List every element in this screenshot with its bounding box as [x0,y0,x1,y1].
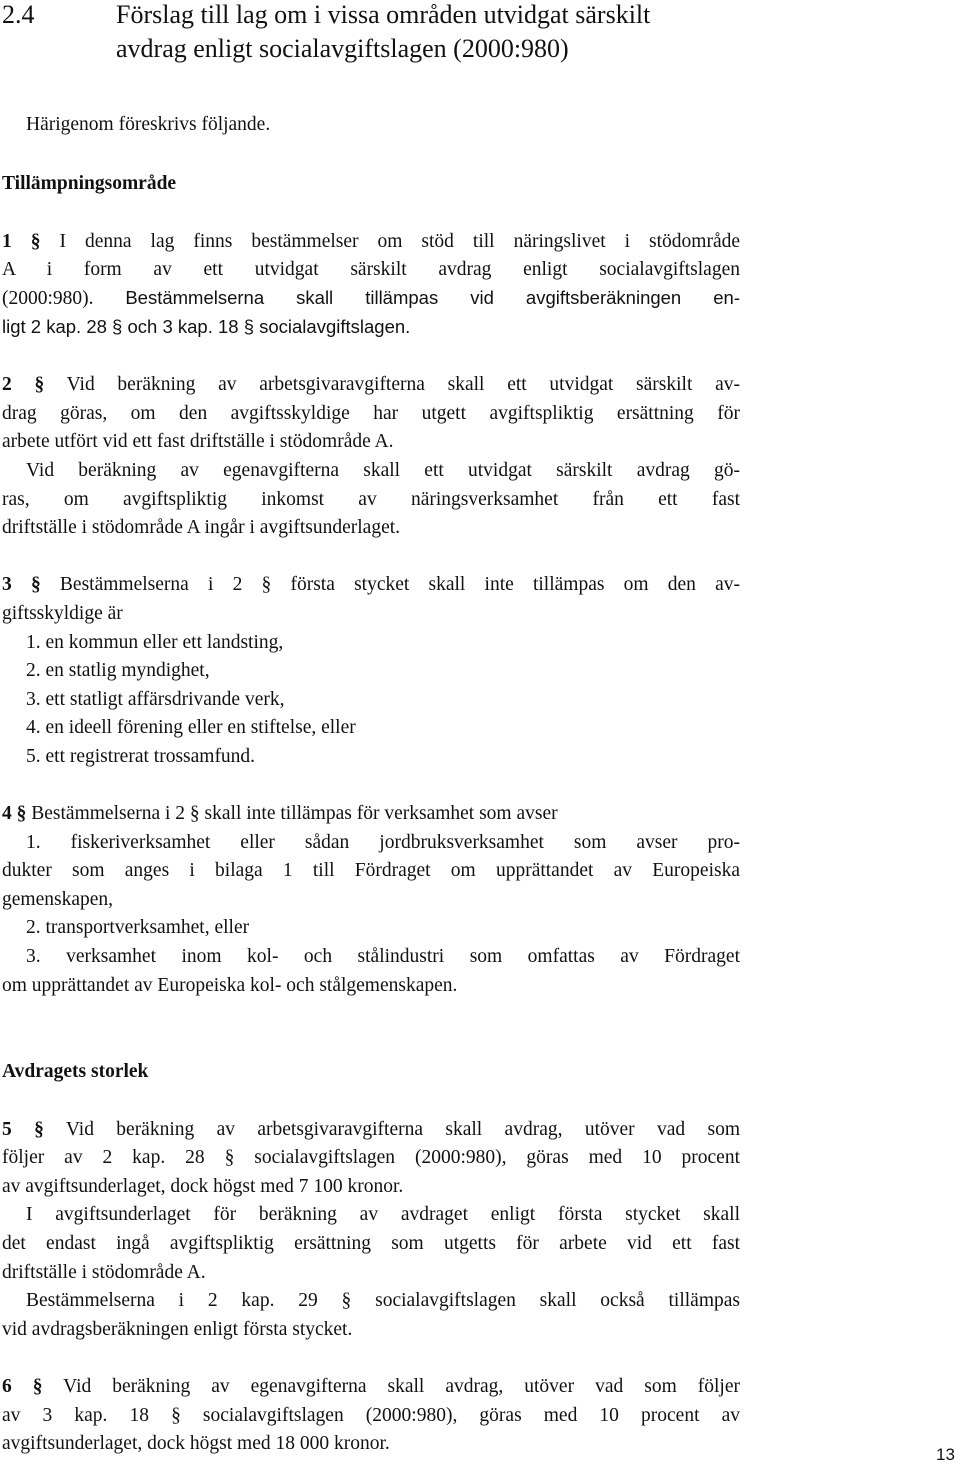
paragraph-2-line: arbete utfört vid ett fast driftställe i stödområde A. [2,431,394,452]
list-item: 2. transportverksamhet, eller [26,917,250,938]
paragraph-mark: 5 § [2,1119,44,1140]
paragraph-5-line: Bestämmelserna i 2 kap. 29 § socialavgiftslagen skall också tillämpas [26,1290,740,1311]
section-title-line2: avdrag enligt socialavgiftslagen (2000:980) [116,34,569,63]
section-number: 2.4 [2,0,35,29]
paragraph-1-line: (2000:980). Bestämmelserna skall tillämpas vid avgiftsberäkningen en- [2,287,741,309]
list-item: 4. en ideell förening eller en stiftelse, eller [26,717,356,738]
heading-tillampningsomrade: Tillämpningsområde [2,173,177,194]
paragraph-2-line: driftställe i stödområde A ingår i avgiftsunderlaget. [2,517,401,538]
paragraph-1-line: A i form av ett utvidgat särskilt avdrag enligt socialavgiftslagen [2,259,740,280]
list-item: 3. ett statligt affärsdrivande verk, [26,689,285,710]
paragraph-5-line: I avgiftsunderlaget för beräkning av avdraget enligt första stycket skall [26,1204,740,1225]
paragraph-6-line: avgiftsunderlaget, dock högst med 18 000 kronor. [2,1433,390,1454]
intro-text: Härigenom föreskrivs följande. [26,114,271,135]
paragraph-3-line: 3 § Bestämmelserna i 2 § första stycket skall inte tillämpas om den av- [2,574,741,595]
paragraph-5-line: av avgiftsunderlaget, dock högst med 7 100 kronor. [2,1176,404,1197]
paragraph-mark: 2 § [2,374,45,395]
list-item: 1. en kommun eller ett landsting, [26,632,284,653]
paragraph-2-line: ras, om avgiftspliktig inkomst av näringsverksamhet från ett fast [2,489,740,510]
paragraph-mark: 6 § [2,1376,43,1397]
paragraph-mark: 3 § [2,574,41,595]
heading-avdragets-storlek: Avdragets storlek [2,1061,149,1082]
paragraph-6-line: av 3 kap. 18 § socialavgiftslagen (2000:980), göras med 10 procent av [2,1405,740,1426]
section-title-line1: Förslag till lag om i vissa områden utvidgat särskilt [116,0,651,29]
list-item: 5. ett registrerat trossamfund. [26,746,256,767]
paragraph-1-line: 1 § I denna lag finns bestämmelser om stöd till näringslivet i stödområde [2,231,741,252]
paragraph-2-line: Vid beräkning av egenavgifterna skall ett utvidgat särskilt avdrag gö- [26,460,740,481]
paragraph-5-line: driftställe i stödområde A. [2,1262,206,1283]
list-item: gemenskapen, [2,889,114,910]
paragraph-3-line: giftsskyldige är [2,603,123,624]
paragraph-4-line: 4 § Bestämmelserna i 2 § skall inte tillämpas för verksamhet som avser [2,803,558,824]
paragraph-2-line: 2 § Vid beräkning av arbetsgivaravgifterna skall ett utvidgat särskilt av- [2,374,740,395]
paragraph-1-line: ligt 2 kap. 28 § och 3 kap. 18 § socialavgiftslagen. [2,316,411,337]
paragraph-mark: 4 § [2,803,27,824]
list-item: om upprättandet av Europeiska kol- och stålgemenskapen. [2,975,458,996]
list-item: 3. verksamhet inom kol- och stålindustri som omfattas av Fördraget [26,946,740,967]
list-item: 1. fiskeriverksamhet eller sådan jordbruksverksamhet som avser pro- [26,832,740,853]
paragraph-mark: 1 § [2,231,41,252]
list-item: 2. en statlig myndighet, [26,660,210,681]
paragraph-5-line: följer av 2 kap. 28 § socialavgiftslagen (2000:980), göras med 10 procent [2,1147,740,1168]
page-number: 13 [936,1445,955,1464]
paragraph-5-line: vid avdragsberäkningen enligt första stycket. [2,1319,353,1340]
paragraph-6-line: 6 § Vid beräkning av egenavgifterna skall avdrag, utöver vad som följer [2,1376,740,1397]
paragraph-5-line: det endast ingå avgiftspliktig ersättning som utgetts för arbete vid ett fast [2,1233,740,1254]
paragraph-5-line: 5 § Vid beräkning av arbetsgivaravgifterna skall avdrag, utöver vad som [2,1119,741,1140]
list-item: dukter som anges i bilaga 1 till Fördraget om upprättandet av Europeiska [2,860,740,881]
paragraph-2-line: drag göras, om den avgiftsskyldige har utgett avgiftspliktig ersättning för [2,403,740,424]
